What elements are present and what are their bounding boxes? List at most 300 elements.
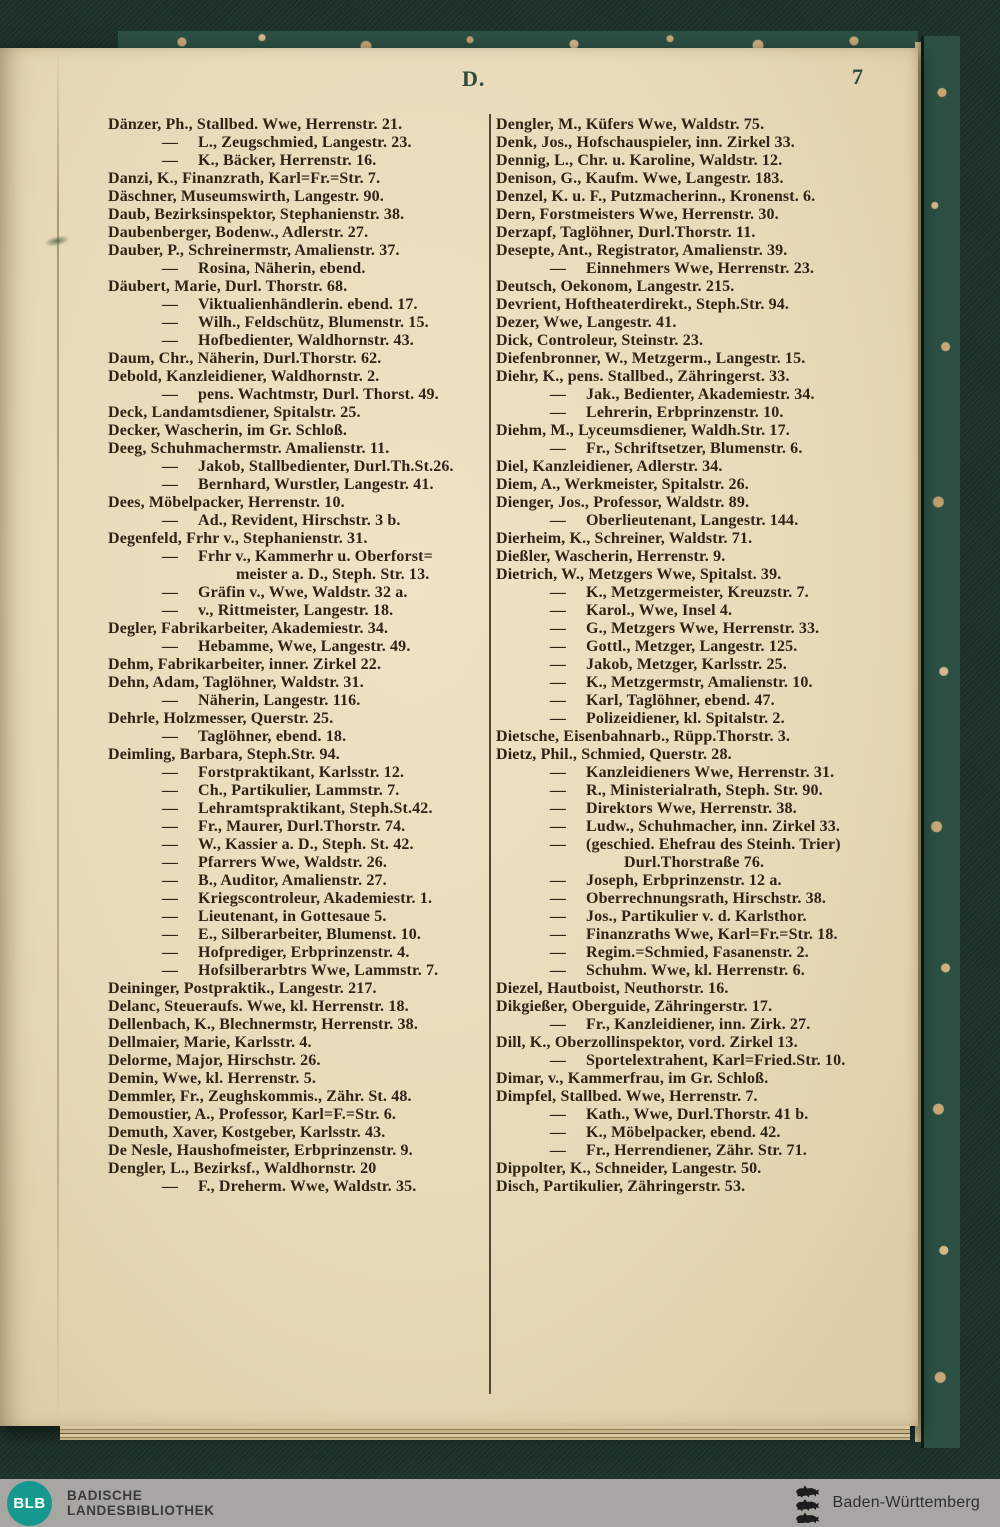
ditto-dash: — <box>549 602 567 619</box>
entry-text: Jakob, Stallbedienter, Durl.Th.St.26. <box>198 458 454 475</box>
directory-entry <box>108 944 490 962</box>
directory-entry <box>108 170 490 188</box>
ditto-dash: — <box>161 926 179 943</box>
ditto-dash: — <box>549 872 567 889</box>
directory-entry <box>496 908 884 926</box>
directory-entry <box>108 692 490 710</box>
directory-entry <box>496 512 884 530</box>
entry-text: Dill, K., Oberzollinspektor, vord. Zirkel 13. <box>496 1034 798 1051</box>
entry-text: Denzel, K. u. F., Putzmacherinn., Kronenst. 6. <box>496 188 816 205</box>
entry-text: Dehn, Adam, Taglöhner, Waldstr. 31. <box>108 674 364 691</box>
entry-text: Wilh., Feldschütz, Blumenstr. 15. <box>198 314 429 331</box>
entry-text: Dellmaier, Marie, Karlsstr. 4. <box>108 1034 312 1051</box>
ditto-dash: — <box>161 962 179 979</box>
directory-entry <box>496 422 884 440</box>
ditto-dash: — <box>549 908 567 925</box>
entry-text: Näherin, Langestr. 116. <box>198 692 361 709</box>
ditto-dash: — <box>549 512 567 529</box>
ditto-dash: — <box>549 656 567 673</box>
entry-text: Fr., Maurer, Durl.Thorstr. 74. <box>198 818 406 835</box>
entry-text: Dezer, Wwe, Langestr. 41. <box>496 314 677 331</box>
directory-entry <box>108 908 490 926</box>
entry-text: Diehr, K., pens. Stallbed., Zähringerst. 33. <box>496 368 790 385</box>
entry-text: Diehm, M., Lyceumsdiener, Waldh.Str. 17. <box>496 422 790 439</box>
directory-entry <box>108 116 490 134</box>
ditto-dash: — <box>549 584 567 601</box>
directory-entry <box>496 854 884 872</box>
directory-entry <box>496 674 884 692</box>
ditto-dash: — <box>549 1106 567 1123</box>
entry-text: Sportelextrahent, Karl=Fried.Str. 10. <box>586 1052 846 1069</box>
ditto-dash: — <box>549 782 567 799</box>
directory-entry <box>108 782 490 800</box>
directory-entry <box>108 152 490 170</box>
ditto-dash: — <box>161 332 179 349</box>
directory-entry <box>496 224 884 242</box>
directory-entry <box>108 872 490 890</box>
entry-text: Direktors Wwe, Herrenstr. 38. <box>586 800 797 817</box>
paper-crease <box>57 48 59 1426</box>
entry-text: Fr., Schriftsetzer, Blumenstr. 6. <box>586 440 803 457</box>
entry-text: R., Ministerialrath, Steph. Str. 90. <box>586 782 823 799</box>
entry-text: Dick, Controleur, Steinstr. 23. <box>496 332 704 349</box>
directory-entry <box>108 1034 490 1052</box>
directory-entry <box>496 620 884 638</box>
entry-text: De Nesle, Haushofmeister, Erbprinzenstr. 9. <box>108 1142 413 1159</box>
entry-text: Dikgießer, Oberguide, Zähringerstr. 17. <box>496 998 773 1015</box>
ditto-dash: — <box>549 1052 567 1069</box>
directory-entry <box>108 998 490 1016</box>
entry-text: Desepte, Ant., Registrator, Amalienstr. 39. <box>496 242 788 259</box>
directory-entry <box>496 566 884 584</box>
entry-text: Delorme, Major, Hirschstr. 26. <box>108 1052 321 1069</box>
directory-entry <box>496 584 884 602</box>
entry-text: Demmler, Fr., Zeughskommis., Zähr. St. 48. <box>108 1088 412 1105</box>
directory-entry <box>496 134 884 152</box>
ditto-dash: — <box>161 818 179 835</box>
column-divider <box>489 114 491 1394</box>
directory-entry <box>108 656 490 674</box>
entry-text: Jos., Partikulier v. d. Karlsthor. <box>586 908 807 925</box>
directory-entry <box>496 494 884 512</box>
entry-text: Daub, Bezirksinspektor, Stephanienstr. 38. <box>108 206 405 223</box>
entry-text: Jak., Bedienter, Akademiestr. 34. <box>586 386 815 403</box>
entry-text: Dennig, L., Chr. u. Karoline, Waldstr. 12. <box>496 152 783 169</box>
directory-entry <box>496 242 884 260</box>
directory-column-right <box>496 116 884 1394</box>
entry-text: Rosina, Näherin, ebend. <box>198 260 366 277</box>
directory-entry <box>496 782 884 800</box>
entry-text: Dietsche, Eisenbahnarb., Rüpp.Thorstr. 3. <box>496 728 791 745</box>
directory-entry <box>108 926 490 944</box>
directory-entry <box>108 1070 490 1088</box>
ditto-dash: — <box>549 836 567 853</box>
entry-text: Lehramtspraktikant, Steph.St.42. <box>198 800 433 817</box>
ditto-dash: — <box>161 638 179 655</box>
ditto-dash: — <box>549 674 567 691</box>
directory-entry <box>496 530 884 548</box>
entry-text: W., Kassier a. D., Steph. St. 42. <box>198 836 414 853</box>
ditto-dash: — <box>161 728 179 745</box>
entry-text: Dimpfel, Stallbed. Wwe, Herrenstr. 7. <box>496 1088 758 1105</box>
ditto-dash: — <box>161 800 179 817</box>
entry-text: Devrient, Hoftheaterdirekt., Steph.Str. 94. <box>496 296 790 313</box>
directory-entry <box>496 890 884 908</box>
entry-text: meister a. D., Steph. Str. 13. <box>236 566 430 583</box>
directory-entry <box>496 1034 884 1052</box>
ditto-dash: — <box>161 764 179 781</box>
book-cover-right-edge <box>921 36 960 1448</box>
entry-text: Dern, Forstmeisters Wwe, Herrenstr. 30. <box>496 206 779 223</box>
directory-column-left <box>108 116 490 1394</box>
directory-entry <box>108 206 490 224</box>
directory-entry <box>108 638 490 656</box>
ditto-dash: — <box>549 1124 567 1141</box>
directory-entry <box>496 548 884 566</box>
directory-entry <box>108 422 490 440</box>
ditto-dash: — <box>161 890 179 907</box>
entry-text: Deck, Landamtsdiener, Spitalstr. 25. <box>108 404 361 421</box>
entry-text: Hofbedienter, Waldhornstr. 43. <box>198 332 414 349</box>
entry-text: Denk, Jos., Hofschauspieler, inn. Zirkel 33. <box>496 134 795 151</box>
entry-text: Oberrechnungsrath, Hirschstr. 38. <box>586 890 827 907</box>
directory-entry <box>108 800 490 818</box>
directory-entry <box>496 1160 884 1178</box>
directory-entry <box>496 764 884 782</box>
entry-text: Durl.Thorstraße 76. <box>624 854 765 871</box>
directory-entry <box>108 890 490 908</box>
directory-entry <box>108 962 490 980</box>
directory-entry <box>496 1142 884 1160</box>
ditto-dash: — <box>161 458 179 475</box>
directory-entry <box>108 512 490 530</box>
ditto-dash: — <box>161 908 179 925</box>
state-branding <box>795 1483 980 1523</box>
directory-entry <box>108 854 490 872</box>
section-letter: D. <box>462 66 486 91</box>
directory-entry <box>108 404 490 422</box>
directory-entry <box>496 656 884 674</box>
directory-entry <box>108 296 490 314</box>
directory-entry <box>108 746 490 764</box>
entry-text: Deimling, Barbara, Steph.Str. 94. <box>108 746 340 763</box>
entry-text: Pfarrers Wwe, Waldstr. 26. <box>198 854 388 871</box>
ditto-dash: — <box>161 152 179 169</box>
ditto-dash: — <box>161 602 179 619</box>
directory-entry <box>108 1124 490 1142</box>
blb-logo-text: BLB <box>13 1494 46 1512</box>
directory-entry <box>496 746 884 764</box>
entry-text: Ludw., Schuhmacher, inn. Zirkel 33. <box>586 818 841 835</box>
entry-text: Demuth, Xaver, Kostgeber, Karlsstr. 43. <box>108 1124 386 1141</box>
entry-text: Dippolter, K., Schneider, Langestr. 50. <box>496 1160 762 1177</box>
entry-text: Degler, Fabrikarbeiter, Akademiestr. 34. <box>108 620 389 637</box>
directory-entry <box>496 368 884 386</box>
blb-logo <box>7 1481 52 1526</box>
entry-text: Daubenberger, Bodenw., Adlerstr. 27. <box>108 224 369 241</box>
entry-text: Joseph, Erbprinzenstr. 12 a. <box>586 872 782 889</box>
entry-text: Dengler, M., Küfers Wwe, Waldstr. 75. <box>496 116 765 133</box>
directory-entry <box>108 278 490 296</box>
directory-entry <box>496 962 884 980</box>
entry-text: Dänzer, Ph., Stallbed. Wwe, Herrenstr. 21. <box>108 116 403 133</box>
entry-text: Hofsilberarbtrs Wwe, Lammstr. 7. <box>198 962 439 979</box>
entry-text: Dehrle, Holzmesser, Querstr. 25. <box>108 710 334 727</box>
ditto-dash: — <box>549 710 567 727</box>
entry-text: Dellenbach, K., Blechnermstr, Herrenstr. 38. <box>108 1016 418 1033</box>
entry-text: Bernhard, Wurstler, Langestr. 41. <box>198 476 434 493</box>
ditto-dash: — <box>161 944 179 961</box>
entry-text: Deutsch, Oekonom, Langestr. 215. <box>496 278 735 295</box>
entry-text: Denison, G., Kaufm. Wwe, Langestr. 183. <box>496 170 784 187</box>
entry-text: Dimar, v., Kammerfrau, im Gr. Schloß. <box>496 1070 769 1087</box>
directory-entry <box>496 818 884 836</box>
ditto-dash: — <box>161 386 179 403</box>
directory-entry <box>108 458 490 476</box>
entry-text: Derzapf, Taglöhner, Durl.Thorstr. 11. <box>496 224 756 241</box>
directory-entry <box>496 350 884 368</box>
ditto-dash: — <box>161 836 179 853</box>
directory-entry <box>108 836 490 854</box>
ditto-dash: — <box>549 764 567 781</box>
directory-entry <box>108 1088 490 1106</box>
directory-entry <box>108 980 490 998</box>
ditto-dash: — <box>161 854 179 871</box>
directory-entry <box>108 602 490 620</box>
directory-entry <box>496 332 884 350</box>
entry-text: Delanc, Steueraufs. Wwe, kl. Herrenstr. 18. <box>108 998 409 1015</box>
directory-entry <box>108 260 490 278</box>
entry-text: Viktualienhändlerin. ebend. 17. <box>198 296 418 313</box>
entry-text: Danzi, K., Finanzrath, Karl=Fr.=Str. 7. <box>108 170 381 187</box>
entry-text: Ad., Revident, Hirschstr. 3 b. <box>198 512 401 529</box>
ditto-dash: — <box>161 872 179 889</box>
entry-text: Schuhm. Wwe, kl. Herrenstr. 6. <box>586 962 805 979</box>
directory-entry <box>496 296 884 314</box>
ditto-dash: — <box>549 818 567 835</box>
ditto-dash: — <box>549 404 567 421</box>
directory-entry <box>108 188 490 206</box>
entry-text: Gräfin v., Wwe, Waldstr. 32 a. <box>198 584 408 601</box>
state-name: Baden-Württemberg <box>832 1494 980 1511</box>
directory-entry <box>496 692 884 710</box>
entry-text: Demin, Wwe, kl. Herrenstr. 5. <box>108 1070 317 1087</box>
entry-text: pens. Wachtmstr, Durl. Thorst. 49. <box>198 386 439 403</box>
directory-entry <box>496 638 884 656</box>
entry-text: (geschied. Ehefrau des Steinh. Trier) <box>586 836 841 853</box>
entry-text: F., Dreherm. Wwe, Waldstr. 35. <box>198 1178 417 1195</box>
directory-entry <box>108 368 490 386</box>
entry-text: Forstpraktikant, Karlsstr. 12. <box>198 764 405 781</box>
ditto-dash: — <box>549 620 567 637</box>
directory-entry <box>108 386 490 404</box>
directory-entry <box>108 710 490 728</box>
directory-entry <box>496 980 884 998</box>
ditto-dash: — <box>549 692 567 709</box>
ditto-dash: — <box>549 440 567 457</box>
page-bottom-edges <box>60 1426 910 1440</box>
directory-entry <box>108 440 490 458</box>
directory-entry <box>496 836 884 854</box>
entry-text: Regim.=Schmied, Fasanenstr. 2. <box>586 944 809 961</box>
directory-entry <box>108 224 490 242</box>
entry-text: Dehm, Fabrikarbeiter, inner. Zirkel 22. <box>108 656 382 673</box>
entry-text: Dießler, Wascherin, Herrenstr. 9. <box>496 548 726 565</box>
ditto-dash: — <box>161 260 179 277</box>
directory-entry <box>108 332 490 350</box>
directory-entry <box>496 1124 884 1142</box>
entry-text: Demoustier, A., Professor, Karl=F.=Str. 6. <box>108 1106 397 1123</box>
entry-text: Deininger, Postpraktik., Langestr. 217. <box>108 980 377 997</box>
directory-entry <box>108 134 490 152</box>
library-footer-bar <box>0 1479 1000 1527</box>
entry-text: Dierheim, K., Schreiner, Waldstr. 71. <box>496 530 753 547</box>
entry-text: B., Auditor, Amalienstr. 27. <box>198 872 387 889</box>
entry-text: Karl, Taglöhner, ebend. 47. <box>586 692 775 709</box>
entry-text: v., Rittmeister, Langestr. 18. <box>198 602 394 619</box>
directory-entry <box>496 404 884 422</box>
entry-text: Kath., Wwe, Durl.Thorstr. 41 b. <box>586 1106 809 1123</box>
ditto-dash: — <box>161 134 179 151</box>
ditto-dash: — <box>549 386 567 403</box>
directory-entry <box>108 1142 490 1160</box>
ditto-dash: — <box>161 692 179 709</box>
directory-entry <box>496 1016 884 1034</box>
entry-text: G., Metzgers Wwe, Herrenstr. 33. <box>586 620 820 637</box>
directory-entry <box>496 872 884 890</box>
directory-entry <box>108 476 490 494</box>
scanned-page <box>0 48 918 1426</box>
directory-entry <box>108 242 490 260</box>
page-number: 7 <box>852 64 863 89</box>
directory-entry <box>496 1088 884 1106</box>
entry-text: Kriegscontroleur, Akademiestr. 1. <box>198 890 433 907</box>
entry-text: Däubert, Marie, Durl. Thorstr. 68. <box>108 278 348 295</box>
ditto-dash: — <box>549 962 567 979</box>
ditto-dash: — <box>549 800 567 817</box>
directory-entry <box>496 1106 884 1124</box>
directory-entry <box>496 476 884 494</box>
entry-text: K., Metzgermeister, Kreuzstr. 7. <box>586 584 809 601</box>
entry-text: Kanzleidieners Wwe, Herrenstr. 31. <box>586 764 835 781</box>
directory-entry <box>108 314 490 332</box>
ditto-dash: — <box>549 926 567 943</box>
directory-entry <box>496 440 884 458</box>
entry-text: Däschner, Museumswirth, Langestr. 90. <box>108 188 384 205</box>
entry-text: Lieutenant, in Gottesaue 5. <box>198 908 387 925</box>
entry-text: K., Metzgermstr, Amalienstr. 10. <box>586 674 813 691</box>
ditto-dash: — <box>161 296 179 313</box>
directory-entry <box>496 728 884 746</box>
entry-text: Einnehmers Wwe, Herrenstr. 23. <box>586 260 815 277</box>
directory-entry <box>496 314 884 332</box>
entry-text: Decker, Wascherin, im Gr. Schloß. <box>108 422 348 439</box>
directory-entry <box>108 818 490 836</box>
entry-text: Fr., Herrendiener, Zähr. Str. 71. <box>586 1142 807 1159</box>
ditto-dash: — <box>549 1142 567 1159</box>
entry-text: Fr., Kanzleidiener, inn. Zirk. 27. <box>586 1016 811 1033</box>
entry-text: Dauber, P., Schreinermstr, Amalienstr. 37. <box>108 242 400 259</box>
directory-entry <box>496 710 884 728</box>
entry-text: Taglöhner, ebend. 18. <box>198 728 347 745</box>
entry-text: Hebamme, Wwe, Langestr. 49. <box>198 638 411 655</box>
entry-text: Hofprediger, Erbprinzenstr. 4. <box>198 944 410 961</box>
entry-text: Diel, Kanzleidiener, Adlerstr. 34. <box>496 458 723 475</box>
directory-entry <box>496 998 884 1016</box>
directory-entry <box>108 620 490 638</box>
directory-entry <box>496 170 884 188</box>
directory-entry <box>108 1052 490 1070</box>
directory-entry <box>496 260 884 278</box>
entry-text: Polizeidiener, kl. Spitalstr. 2. <box>586 710 785 727</box>
entry-text: E., Silberarbeiter, Blumenst. 10. <box>198 926 422 943</box>
library-name <box>67 1488 215 1519</box>
entry-text: Diefenbronner, W., Metzgerm., Langestr. 15. <box>496 350 806 367</box>
ditto-dash: — <box>161 548 179 565</box>
entry-text: Dietrich, W., Metzgers Wwe, Spitalst. 39. <box>496 566 782 583</box>
entry-text: Diezel, Hautboist, Neuthorstr. 16. <box>496 980 729 997</box>
directory-entry <box>496 1052 884 1070</box>
ditto-dash: — <box>161 782 179 799</box>
ditto-dash: — <box>549 944 567 961</box>
ditto-dash: — <box>549 638 567 655</box>
entry-text: Karol., Wwe, Insel 4. <box>586 602 733 619</box>
directory-entry <box>496 116 884 134</box>
directory-entry <box>108 584 490 602</box>
library-name-line1: BADISCHE <box>67 1487 143 1503</box>
ditto-dash: — <box>161 512 179 529</box>
entry-text: Disch, Partikulier, Zähringerstr. 53. <box>496 1178 746 1195</box>
directory-entry <box>108 1106 490 1124</box>
library-name-line2: LANDESBIBLIOTHEK <box>67 1503 215 1518</box>
entry-text: Lehrerin, Erbprinzenstr. 10. <box>586 404 784 421</box>
entry-text: Dees, Möbelpacker, Herrenstr. 10. <box>108 494 345 511</box>
ditto-dash: — <box>161 476 179 493</box>
directory-entry <box>496 386 884 404</box>
entry-text: Debold, Kanzleidiener, Waldhornstr. 2. <box>108 368 380 385</box>
entry-text: Oberlieutenant, Langestr. 144. <box>586 512 799 529</box>
entry-text: Jakob, Metzger, Karlsstr. 25. <box>586 656 787 673</box>
directory-entry <box>496 926 884 944</box>
entry-text: Deeg, Schuhmachermstr. Amalienstr. 11. <box>108 440 390 457</box>
entry-text: K., Möbelpacker, ebend. 42. <box>586 1124 781 1141</box>
entry-text: Ch., Partikulier, Lammstr. 7. <box>198 782 400 799</box>
ditto-dash: — <box>161 584 179 601</box>
directory-entry <box>496 152 884 170</box>
directory-entry <box>108 566 490 584</box>
entry-text: Frhr v., Kammerhr u. Oberforst= <box>198 548 433 565</box>
ditto-dash: — <box>161 314 179 331</box>
entry-text: Degenfeld, Frhr v., Stephanienstr. 31. <box>108 530 368 547</box>
directory-entry <box>108 494 490 512</box>
ditto-dash: — <box>549 260 567 277</box>
directory-entry <box>108 728 490 746</box>
directory-entry <box>108 350 490 368</box>
entry-text: Diem, A., Werkmeister, Spitalstr. 26. <box>496 476 749 493</box>
entry-text: Gottl., Metzger, Langestr. 125. <box>586 638 798 655</box>
directory-entry <box>496 602 884 620</box>
directory-entry <box>108 764 490 782</box>
directory-entry <box>496 278 884 296</box>
directory-entry <box>108 530 490 548</box>
entry-text: L., Zeugschmied, Langestr. 23. <box>198 134 412 151</box>
entry-text: K., Bäcker, Herrenstr. 16. <box>198 152 377 169</box>
entry-text: Finanzraths Wwe, Karl=Fr.=Str. 18. <box>586 926 838 943</box>
entry-text: Dienger, Jos., Professor, Waldstr. 89. <box>496 494 750 511</box>
ditto-dash: — <box>549 890 567 907</box>
entry-text: Dengler, L., Bezirksf., Waldhornstr. 20 <box>108 1160 377 1177</box>
directory-entry <box>108 1016 490 1034</box>
